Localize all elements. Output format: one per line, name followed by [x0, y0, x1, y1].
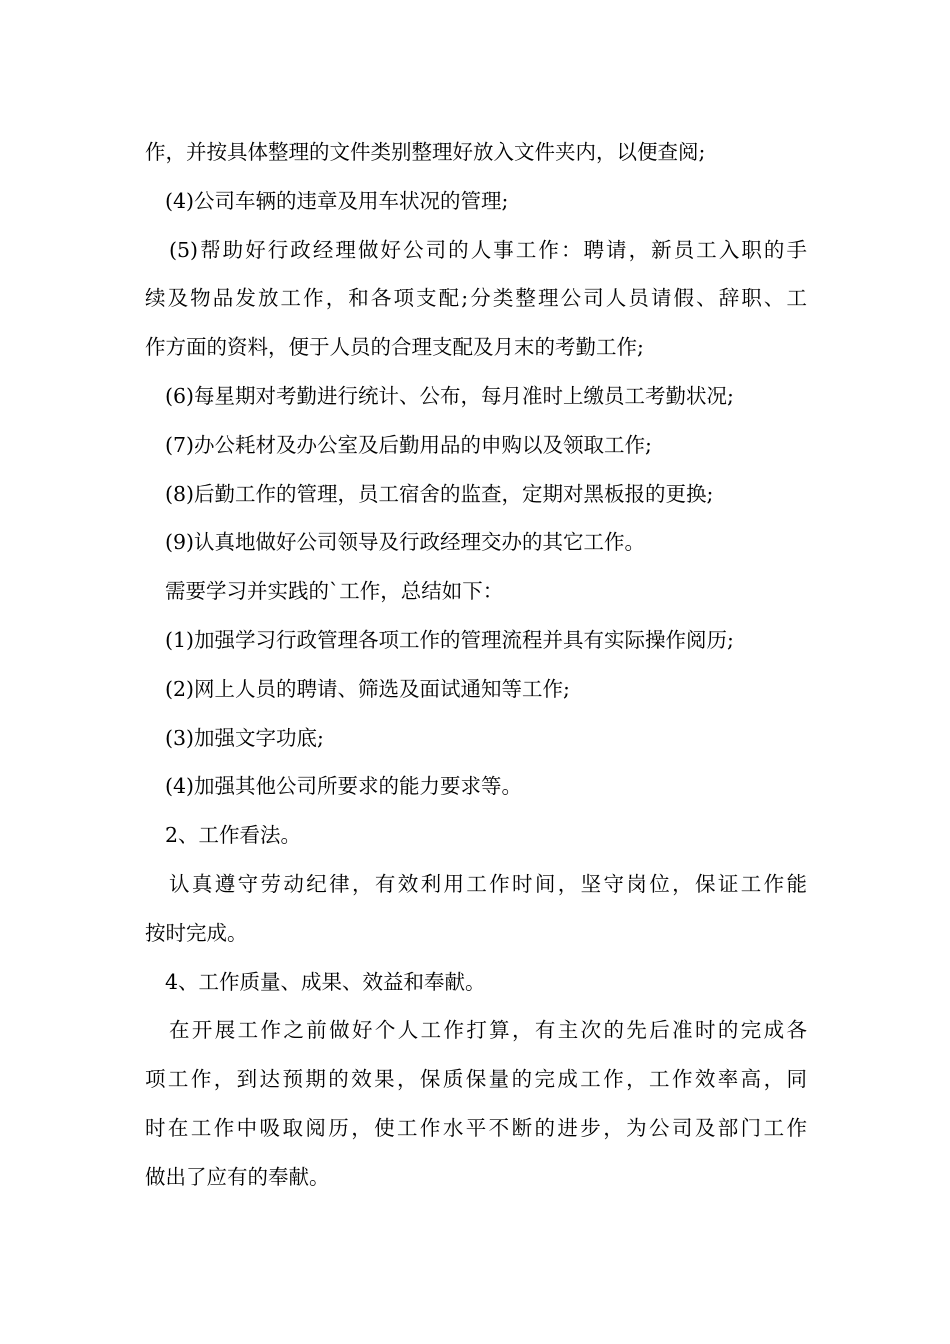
paragraph-line: 续及物品发放工作，和各项支配;分类整理公司人员请假、辞职、工	[145, 286, 807, 311]
list-item: (4)加强其他公司所要求的能力要求等。	[165, 774, 523, 799]
list-item: (2)网上人员的聘请、筛选及面试通知等工作;	[165, 676, 570, 701]
paragraph-line: 按时完成。	[145, 920, 248, 945]
section-heading: 2、工作看法。	[165, 823, 302, 848]
paragraph-line: 做出了应有的奉献。	[145, 1164, 330, 1189]
section-intro: 需要学习并实践的`工作，总结如下：	[165, 579, 504, 604]
paragraph-line: 认真遵守劳动纪律，有效利用工作时间，坚守岗位，保证工作能	[169, 871, 807, 896]
section-heading: 4、工作质量、成果、效益和奉献。	[165, 969, 486, 994]
paragraph-line: 在开展工作之前做好个人工作打算，有主次的先后准时的完成各	[169, 1018, 807, 1043]
paragraph-line: 时在工作中吸取阅历，使工作水平不断的进步，为公司及部门工作	[145, 1115, 807, 1140]
list-item: (5)帮助好行政经理做好公司的人事工作：聘请，新员工入职的手	[169, 237, 807, 262]
document-body	[145, 128, 807, 1202]
list-item: (9)认真地做好公司领导及行政经理交办的其它工作。	[165, 530, 646, 555]
paragraph-line: 作方面的资料，便于人员的合理支配及月末的考勤工作;	[145, 335, 644, 360]
list-item: (6)每星期对考勤进行统计、公布，每月准时上缴员工考勤状况;	[165, 383, 734, 408]
list-item: (1)加强学习行政管理各项工作的管理流程并具有实际操作阅历;	[165, 627, 734, 652]
list-item: (7)办公耗材及办公室及后勤用品的申购以及领取工作;	[165, 432, 652, 457]
list-item: (3)加强文字功底;	[165, 725, 324, 750]
list-item: (4)公司车辆的违章及用车状况的管理;	[165, 188, 509, 213]
paragraph-line: 作，并按具体整理的文件类别整理好放入文件夹内，以便查阅;	[145, 140, 706, 164]
list-item: (8)后勤工作的管理，员工宿舍的监查，定期对黑板报的更换;	[165, 481, 714, 506]
paragraph-line: 项工作，到达预期的效果，保质保量的完成工作，工作效率高，同	[145, 1067, 807, 1092]
